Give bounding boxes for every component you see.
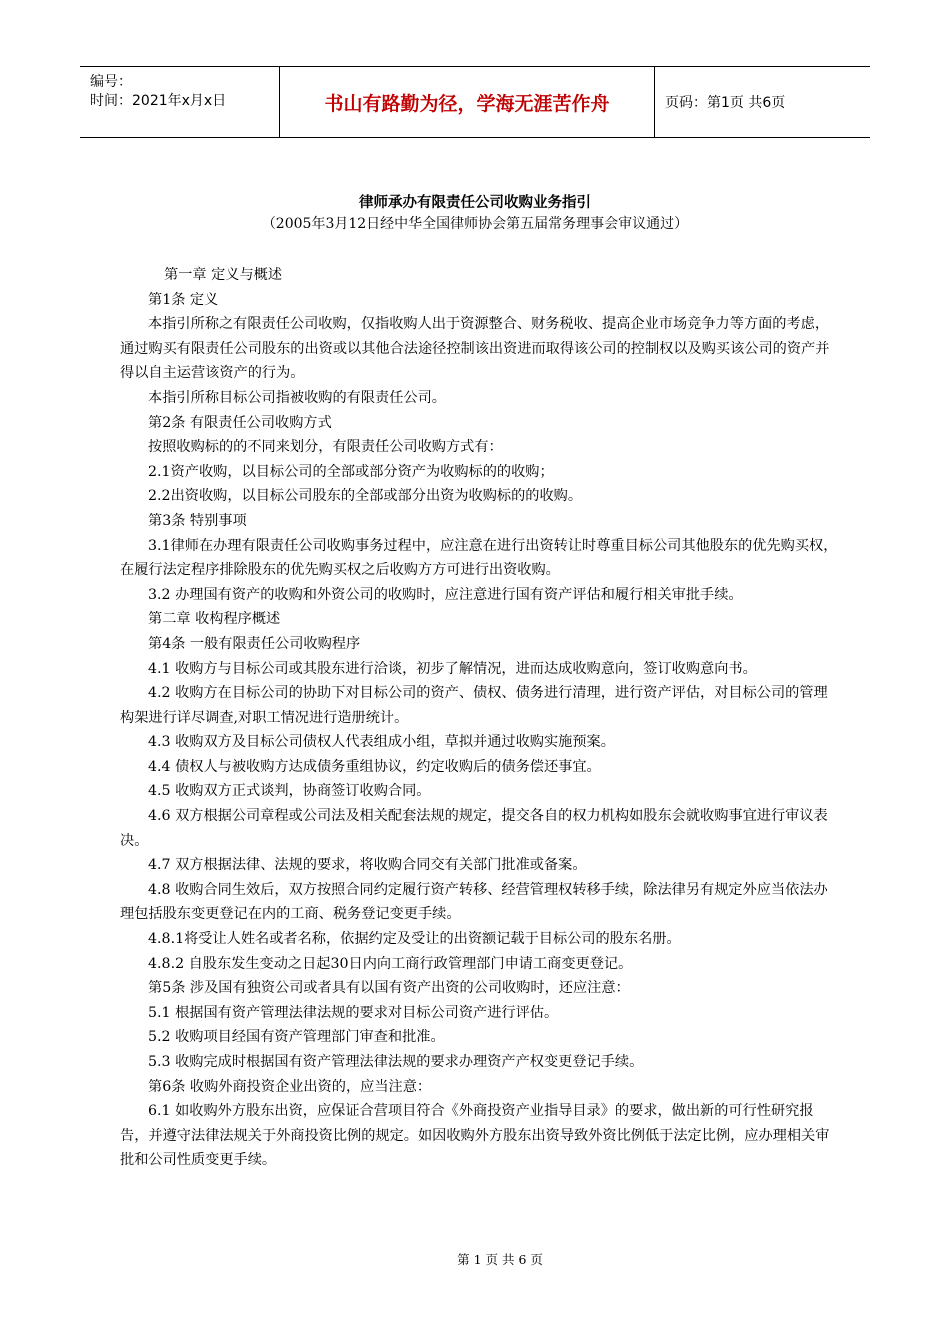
paragraph: 4.5 收购双方正式谈判，协商签订收购合同。 xyxy=(148,783,431,800)
paragraph: 5.1 根据国有资产管理法律法规的要求对目标公司资产进行评估。 xyxy=(148,1004,559,1021)
paragraph: 5.3 收购完成时根据国有资产管理法律法规的要求办理资产产权变更登记手续。 xyxy=(148,1054,644,1070)
date-label: 时间：2021年x月x日 xyxy=(90,93,227,109)
paragraph: 4.8.1将受让人姓名或者名称，依据约定及受让的出资额记载于目标公司的股东名册。 xyxy=(148,931,681,948)
paragraph: 按照收购标的的不同来划分，有限责任公司收购方式有： xyxy=(148,439,503,456)
paragraph: 4.8 收购合同生效后，双方按照合同约定履行资产转移、经营管理权转移手续，除法律另有规定外应当依法办理包括股东变更登记在内的工商、税务登记变更手续。 xyxy=(120,881,828,923)
paragraph: 2.2出资收购，以目标公司股东的全部或部分出资为收购标的的收购。 xyxy=(148,488,583,505)
document-title: 律师承办有限责任公司收购业务指引 xyxy=(359,195,591,211)
paragraph: 第2条 有限责任公司收购方式 xyxy=(148,414,332,431)
paragraph: 2.1资产收购，以目标公司的全部或部分资产为收购标的的收购； xyxy=(148,463,554,480)
paragraph: 4.8.2 自股东发生变动之日起30日内向工商行政管理部门申请工商变更登记。 xyxy=(148,955,633,972)
paragraph: 4.7 双方根据法律、法规的要求，将收购合同交有关部门批准或备案。 xyxy=(148,857,587,874)
paragraph: 第5条 涉及国有独资公司或者具有以国有资产出资的公司收购时，还应注意： xyxy=(148,980,630,997)
paragraph: 4.6 双方根据公司章程或公司法及相关配套法规的规定，提交各自的权力机构如股东会就收购事宜进行审议表决。 xyxy=(120,808,828,849)
page-number-cell xyxy=(655,67,870,137)
paragraph: 第3条 特别事项 xyxy=(148,512,247,529)
number-label: 编号： xyxy=(90,74,132,90)
paragraph: 3.1律师在办理有限责任公司收购事务过程中，应注意在进行出资转让时尊重目标公司其他股东的优先购买权，在履行法定程序排除股东的优先购买权之后收购方方可进行出资收购。 xyxy=(120,537,838,579)
paragraph: 4.1 收购方与目标公司或其股东进行洽谈，初步了解情况，进而达成收购意向，签订收购意向书。 xyxy=(148,660,757,677)
paragraph: 5.2 收购项目经国有资产管理部门审查和批准。 xyxy=(148,1029,445,1046)
paragraph-list xyxy=(120,288,840,1173)
document-subtitle: （2005年3月12日经中华全国律师协会第五届常务理事会审议通过） xyxy=(261,216,689,232)
paragraph: 4.4 债权人与被收购方达成债务重组协议，约定收购后的债务偿还事宜。 xyxy=(148,758,601,775)
paragraph: 第二章 收构程序概述 xyxy=(148,611,281,628)
paragraph: 本指引所称之有限责任公司收购，仅指收购人出于资源整合、财务税收、提高企业市场竞争力等方面的考虑，通过购买有限责任公司股东的出资或以其他合法途径控制该出资进而取得该公司的控制权以及购买该公司的资产并得以自主运营该资产的行为。 xyxy=(120,316,830,382)
header-table xyxy=(80,66,870,138)
motto-text: 书山有路勤为径，学海无涯苦作舟 xyxy=(324,92,610,115)
paragraph: 6.1 如收购外方股东出资，应保证合营项目符合《外商投资产业指导目录》的要求，做出新的可行性研究报告，并遵守法律法规关于外商投资比例的规定。如因收购外方股东出资导致外资比例低于法定比例，应办理相关审批和公司性质变更手续。 xyxy=(120,1103,830,1169)
paragraph: 第1条 定义 xyxy=(148,291,219,308)
chapter-heading: 第一章 定义与概述 xyxy=(164,267,283,283)
paragraph: 3.2 办理国有资产的收购和外资公司的收购时，应注意进行国有资产评估和履行相关审批手续。 xyxy=(148,586,743,603)
document-body xyxy=(120,263,840,1173)
paragraph: 4.2 收购方在目标公司的协助下对目标公司的资产、债权、债务进行清理，进行资产评估，对目标公司的管理构架进行详尽调查,对职工情况进行造册统计。 xyxy=(120,685,828,726)
paragraph: 4.3 收购双方及目标公司债权人代表组成小组，草拟并通过收购实施预案。 xyxy=(148,734,615,751)
page-label: 页码：第1页 共6页 xyxy=(665,95,786,111)
paragraph: 第6条 收购外商投资企业出资的，应当注意： xyxy=(148,1078,432,1095)
paragraph: 本指引所称目标公司指被收购的有限责任公司。 xyxy=(148,389,446,406)
header-info-cell xyxy=(80,67,280,137)
page-footer: 第 1 页 共 6 页 xyxy=(457,1252,543,1267)
paragraph: 第4条 一般有限责任公司收购程序 xyxy=(148,635,361,652)
motto-cell xyxy=(280,67,655,137)
